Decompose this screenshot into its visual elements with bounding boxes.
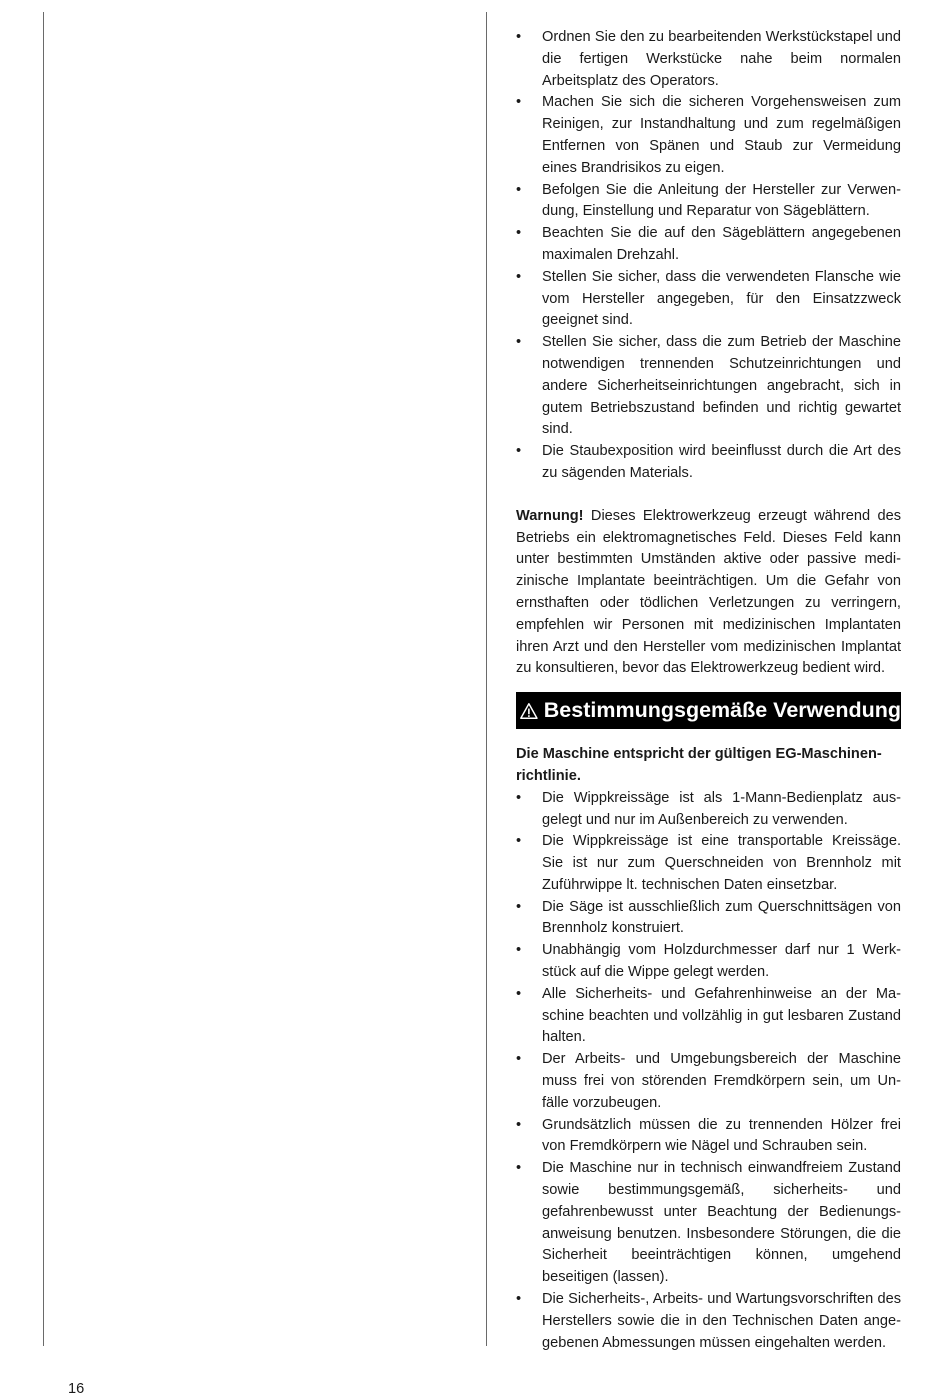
list-item: • Beachten Sie die auf den Sägeblättern angegebenen maximalen Drehzahl. — [516, 223, 901, 267]
page-number: 16 — [68, 1381, 85, 1397]
section-title: Bestimmungsgemäße Verwendung — [543, 697, 901, 722]
list-item: • Die Wippkreissäge ist als 1-Mann-Bedienplatz ausgelegt und nur im Außenbereich zu verwenden. — [516, 788, 901, 832]
intended-use-list — [516, 788, 901, 1355]
list-item: • Die Staubexposition wird beeinflusst durch die Art des zu sägenden Materials. — [516, 441, 901, 485]
column-divider-rule — [486, 12, 487, 1346]
warning-label: Warnung! — [516, 507, 584, 524]
list-item: • Befolgen Sie die Anleitung der Hersteller zur Verwendung, Einstellung und Reparatur von Sägeblättern. — [516, 180, 901, 224]
warning-text: Dieses Elektrowerkzeug erzeugt während des Betriebs ein elektromagnetisches Feld. Dieses Feld kann unter bestimmten Umständen aktive oder passive medizinische Implantate beeinträchtigen. Um die Gefahr von ernsthaften oder tödlichen Verletzungen zu verringern, empfehlen wir Personen mit medizinischen Implantaten ihren Arzt und den Hersteller vom medizinischen Implantat zu konsultieren, bevor das Elektrowerkzeug bedient wird. — [516, 507, 901, 677]
right-column — [516, 27, 901, 1354]
list-item: • Grundsätzlich müssen die zu trennenden Hölzer frei von Fremdkörpern wie Nägel und Schrauben sein. — [516, 1115, 901, 1159]
safety-bullet-list — [516, 27, 901, 485]
list-item: • Stellen Sie sicher, dass die verwendeten Flansche wie vom Hersteller angegeben, für den Einsatzzweck geeignet sind. — [516, 267, 901, 332]
left-margin-rule — [43, 12, 44, 1346]
list-item: • Der Arbeits- und Umgebungsbereich der Maschine muss frei von störenden Fremdkörpern sein, um Unfälle vorzubeugen. — [516, 1049, 901, 1114]
warning-paragraph — [516, 506, 901, 680]
list-item: • Die Säge ist ausschließlich zum Querschnittsägen von Brennholz konstruiert. — [516, 897, 901, 941]
list-item: • Machen Sie sich die sicheren Vorgehensweisen zum Reinigen, zur Instandhaltung und zum regelmäßigen Entfernen von Spänen und Staub zur Vermeidung eines Brandrisikos zu eigen. — [516, 92, 901, 179]
section-heading — [516, 692, 901, 729]
list-item: • Ordnen Sie den zu bearbeitenden Werkstückstapel und die fertigen Werkstücke nahe beim normalen Arbeitsplatz des Operators. — [516, 27, 901, 92]
list-item: • Unabhängig vom Holzdurchmesser darf nur 1 Werkstück auf die Wippe gelegt werden. — [516, 940, 901, 984]
list-item: • Stellen Sie sicher, dass die zum Betrieb der Maschine notwendigen trennenden Schutzeinrichtungen und andere Sicherheitseinrichtungen angebracht, sich in gutem Betriebszustand befinden und richtig gewartet sind. — [516, 332, 901, 441]
list-item: • Alle Sicherheits- und Gefahrenhinweise an der Maschine beachten und vollzählig in gut lesbaren Zustand halten. — [516, 984, 901, 1049]
list-item: • Die Maschine nur in technisch einwandfreiem Zustand sowie bestimmungsgemäß, sicherheits- und gefahrenbewusst unter Beachtung der Bedienungsanweisung benutzen. Insbesondere Störungen, die die Sicherheit beeinträchtigen können, umgehend beseitigen (lassen). — [516, 1158, 901, 1289]
section-intro: Die Maschine entspricht der gültigen EG-Maschinenrichtlinie. — [516, 746, 882, 784]
list-item: • Die Wippkreissäge ist eine transportable Kreissäge. Sie ist nur zum Querschneiden von Brennholz mit Zuführwippe lt. technischen Daten einsetzbar. — [516, 831, 901, 896]
warning-triangle-icon — [520, 700, 538, 722]
list-item: • Die Sicherheits-, Arbeits- und Wartungsvorschriften des Herstellers sowie die in den Technischen Daten angegebenen Abmessungen müssen eingehalten werden. — [516, 1289, 901, 1354]
